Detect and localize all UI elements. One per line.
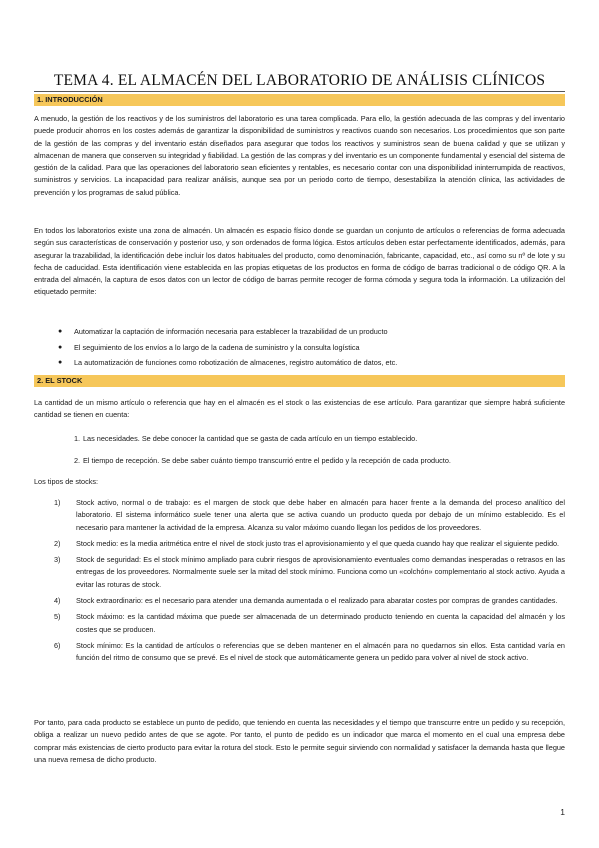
bullet-icon: ● — [58, 343, 63, 351]
list-item: 2) Stock medio: es la media aritmética entre el nivel de stock justo tras el aprovisionamiento y el que queda cuando hay que realizar el siguiente pedido. — [54, 538, 560, 548]
list-item: 1) Stock activo, normal o de trabajo: es el margen de stock que debe haber en almacén para hacer frente a la demanda del proceso analítico del laboratorio. El sistema informático suele tener una alerta que se activa cuando un producto queda por debajo de un mínimo establecido. Es el necesario para mantener la actividad de la empresa. Alcanza su valor máximo cuando llegan los pedidos de los proveedores. — [54, 498, 565, 532]
intro-paragraph-1: A menudo, la gestión de los reactivos y de los suministros del laboratorio es una tarea complicada. Para ello, la gestión adecuada de las compras y del inventario puede producir ahorros en los costes además de garantizar la disponibilidad de suministros y reactivos cuando son necesarios. Los procedimientos que son parte de la gestión de las compras y del inventario están diseñados para asegurar que todos los reactivos y suministros sean de buena calidad y que se utilizan y almacenan de manera que conserven su integridad y fiabilidad. La gestión de las compras y del inventario es un componente fundamental y esencial del sistema de gestión de la calidad. Para que las operaciones del laboratorio sean eficientes y rentables, es necesario contar con una disponibilidad ininterrumpida de reactivos, suministros y servicios. La incapacidad para realizar análisis, aunque sea por un periodo corto de tiempo, desestabiliza la atención clínica, las actividades de prevención y los programas de salud pública. — [34, 114, 565, 197]
stock-types-list — [54, 497, 565, 669]
list-item: 5) Stock máximo: es la cantidad máxima que puede ser almacenada de un determinado producto teniendo en cuenta la capacidad del almacén y los costes que se producen. — [54, 612, 565, 634]
list-item: ● Automatizar la captación de información necesaria para establecer la trazabilidad de un producto — [58, 324, 558, 340]
intro-paragraph-2: En todos los laboratorios existe una zona de almacén. Un almacén es espacio físico donde se guardan un conjunto de artículos o referencias de forma adecuada según sus características de conservación y posterior uso, y son ordenados de forma lógica. Estos artículos deben estar perfectamente identificados, además, para asegurar la trazabilidad, la identificación debe incluir los datos habituales del producto, como denominación, fabricante, capacidad, etc., así como su nº de lote y su fecha de caducidad. Esta identificación viene establecida en las propias etiquetas de los productos en forma de código de barras tradicional o de código QR. A la entrada del almacén, la captura de esos datos con un lector de código de barras permite recoger de forma cómoda y segura toda la información. La utilización del etiquetado permite: — [34, 226, 565, 297]
list-item: 1. Las necesidades. Se debe conocer la cantidad que se gasta de cada artículo en un tiempo establecido. — [74, 434, 418, 443]
etiquetado-bullet-list — [58, 324, 558, 371]
page-number: 1 — [560, 807, 565, 817]
tipos-intro: Los tipos de stocks: — [34, 477, 99, 486]
list-item: 4) Stock extraordinario: es el necesario para atender una demanda aumentada o el realizado para abaratar costes por compras de grandes cantidades. — [54, 596, 558, 606]
section-heading-stock: 2. EL STOCK — [34, 375, 565, 387]
bullet-icon: ● — [58, 328, 63, 335]
stock-paragraph-1: La cantidad de un mismo artículo o referencia que hay en el almacén es el stock o las existencias de ese artículo. Para garantizar que siempre habrá suficiente cantidad se tienen en cuenta: — [34, 398, 565, 420]
list-item: 2. El tiempo de recepción. Se debe saber cuánto tiempo transcurrió entre el pedido y la recepción de cada producto. — [74, 455, 451, 465]
list-item: ● La automatización de funciones como robotización de almacenes, registro automático de datos, etc. — [58, 355, 558, 371]
title-underline — [34, 91, 565, 92]
list-item: 3) Stock de seguridad: Es el stock mínimo ampliado para cubrir riesgos de aprovisionamiento eventuales como demandas inesperadas o retrasos en las entregas de los proveedores. Normalmente suele ser la mitad del stock mínimo. Funciona como un «colchón» complementario al stock activo. Ayuda a evitar las roturas de stock. — [54, 555, 565, 589]
document-title: TEMA 4. EL ALMACÉN DEL LABORATORIO DE ANÁLISIS CLÍNICOS — [53, 72, 546, 89]
stock-numbered-list — [74, 433, 554, 477]
section-heading-introduccion: 1. INTRODUCCIÓN — [34, 94, 565, 106]
list-item: 6) Stock mínimo: Es la cantidad de artículos o referencias que se deben mantener en el almacén para no quedarnos sin ellos. Esta cantidad varía en función del ritmo de consumo que se prevé. Es el nivel de stock que automáticamente genera un pedido para volver al nivel de stock activo. — [54, 640, 565, 663]
list-item: ● El seguimiento de los envíos a lo largo de la cadena de suministro y la consulta logística — [58, 340, 558, 356]
punto-de-pedido-paragraph: Por tanto, para cada producto se establece un punto de pedido, que teniendo en cuenta las necesidades y el tiempo que transcurre entre un pedido y su recepción, obliga a realizar un nuevo pedido antes de que se agote. Por tanto, el punto de pedido es un indicador que marca el momento en el cual una empresa debe comprar más existencias de cierto producto para evitar la rotura del stock. Esto le permite seguir sirviendo con normalidad y satisfacer la demanda hasta que llegue una nueva remesa de dicho producto. — [34, 718, 565, 764]
bullet-icon: ● — [58, 359, 63, 366]
